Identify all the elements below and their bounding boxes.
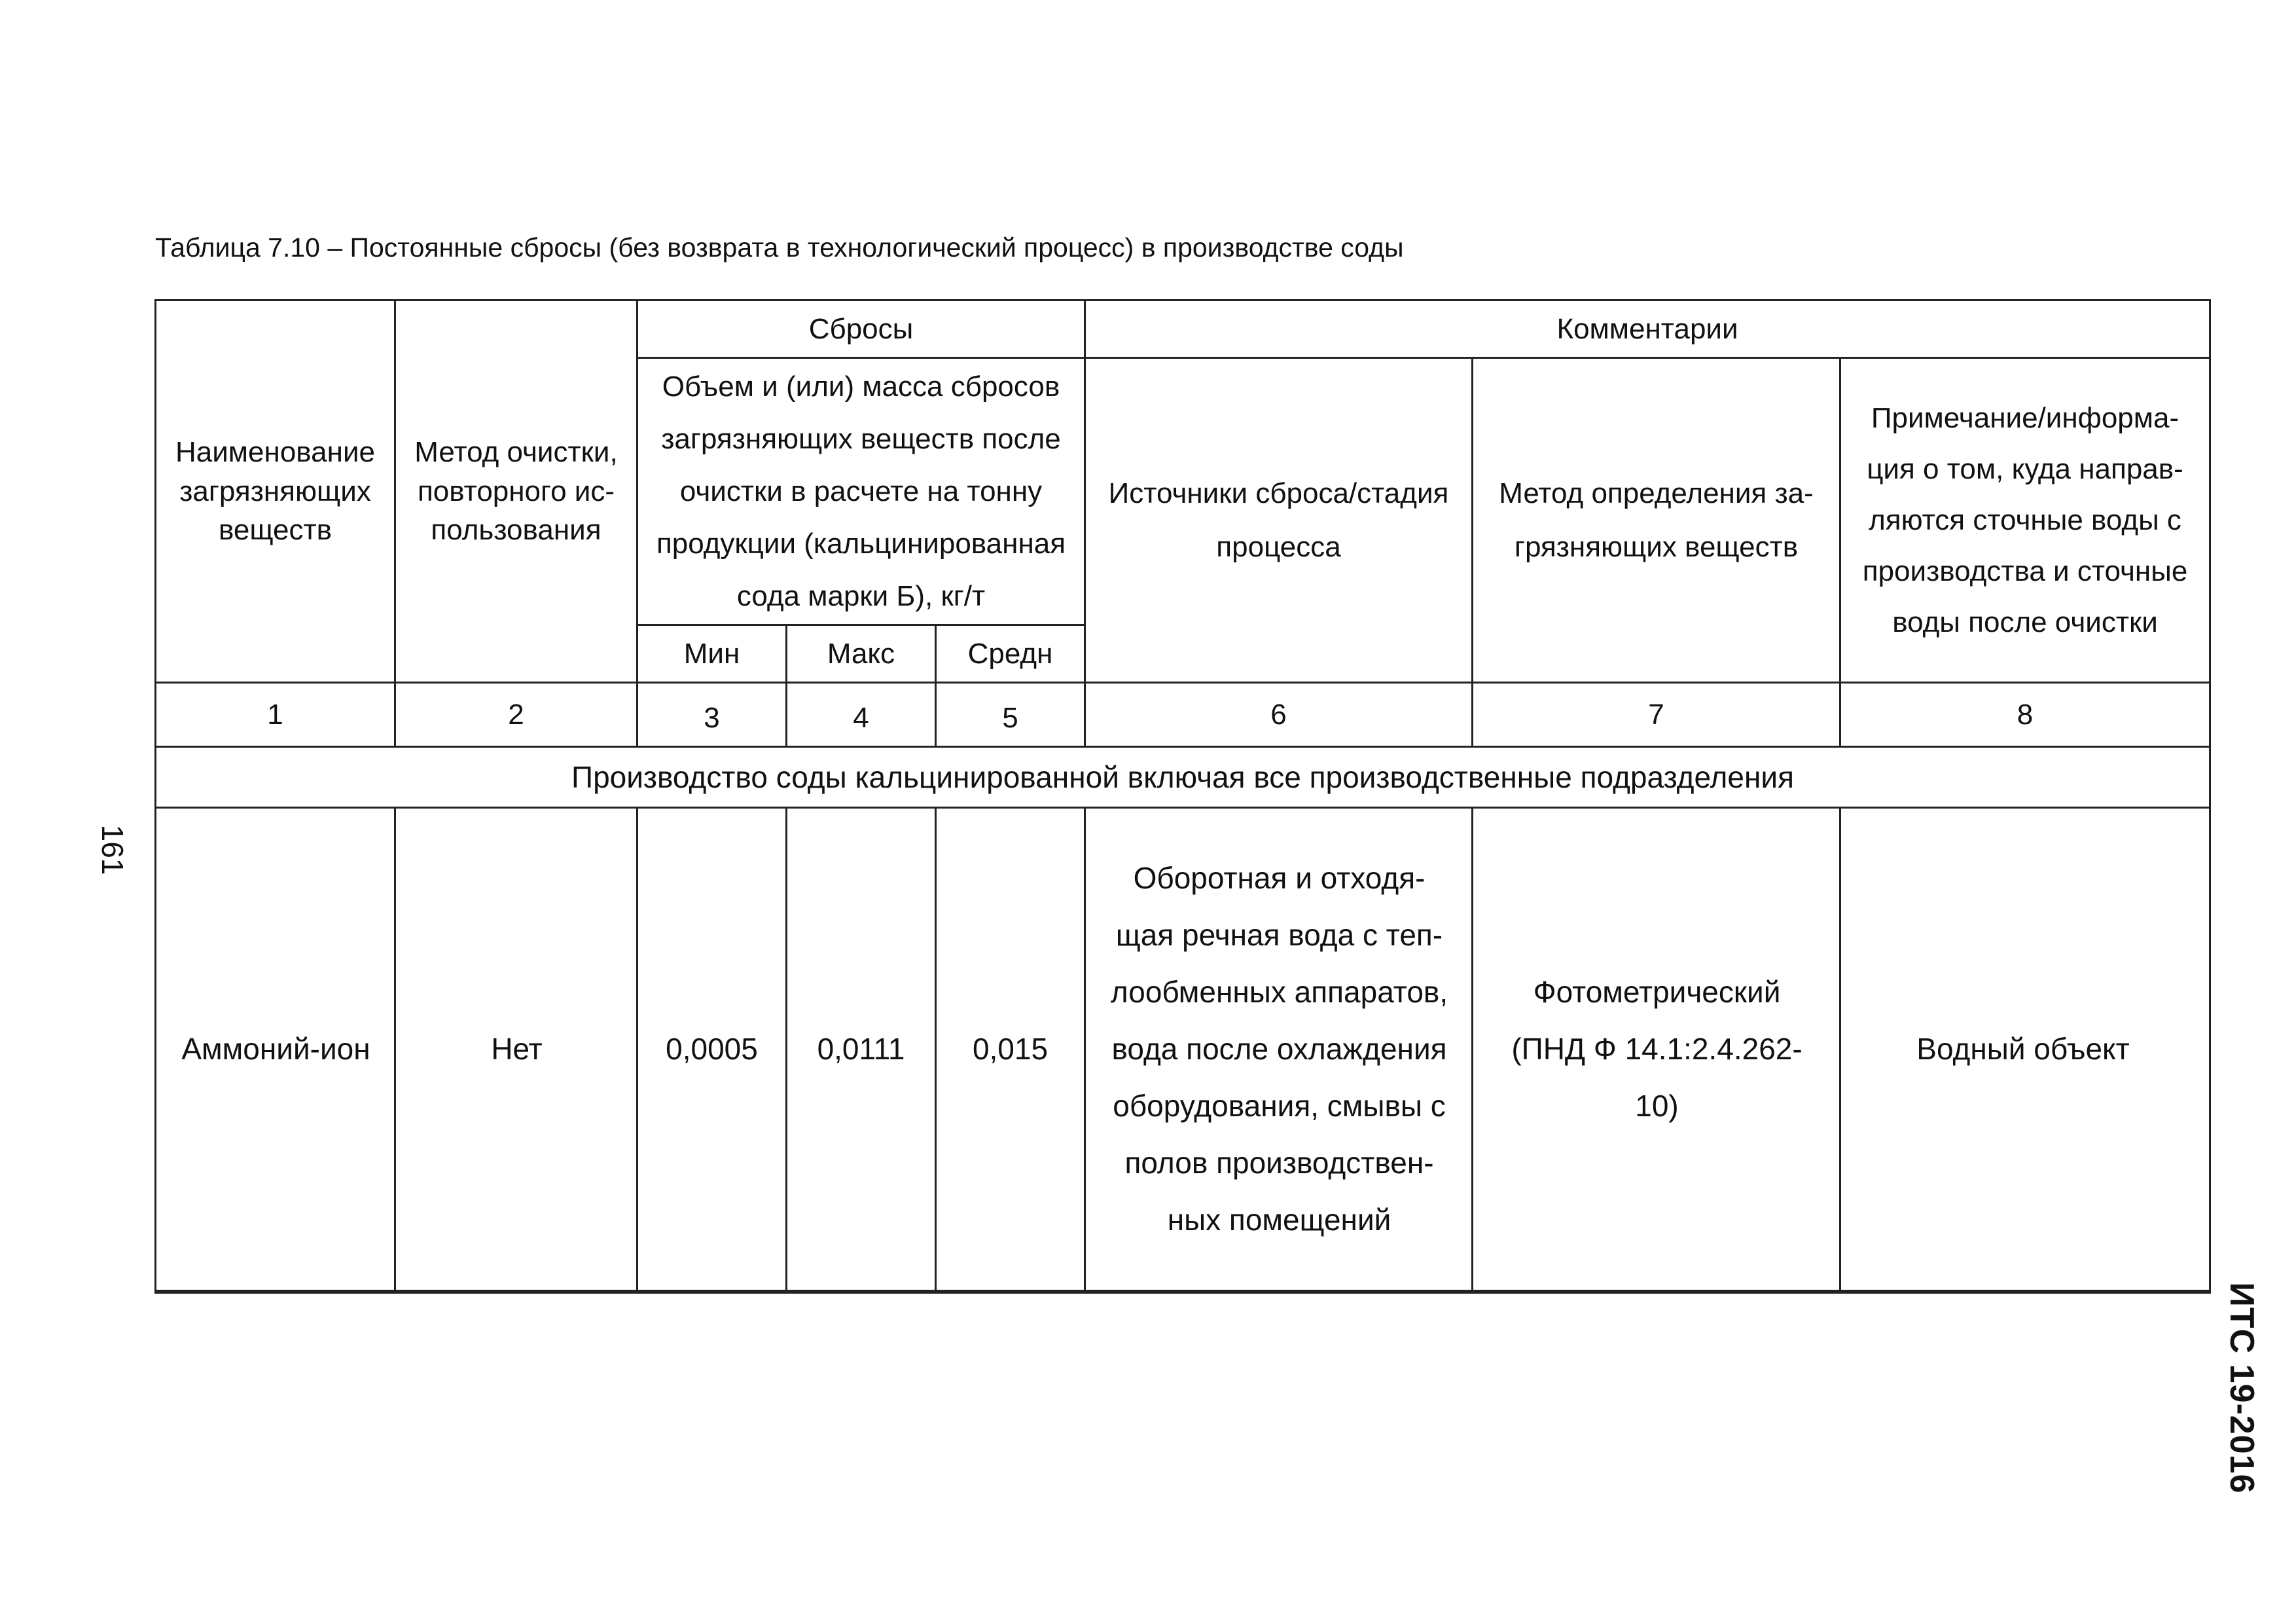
header-line: сода марки Б), кг/т — [736, 579, 986, 612]
section-row — [156, 747, 2210, 808]
header-min: Мин — [637, 625, 787, 683]
section-title: Производство соды кальцинированной включая все производственные подразделения — [156, 747, 2210, 808]
column-number: 8 — [1840, 683, 2210, 747]
header-line: загрязняющих веществ после — [661, 422, 1061, 455]
header-discharge-source — [1085, 358, 1473, 683]
cell-line: оборудования, смывы с — [1113, 1089, 1446, 1123]
header-line: пользования — [431, 514, 601, 547]
header-line: Наименование — [175, 436, 375, 469]
cell-line: Фотометрический — [1533, 975, 1781, 1009]
cell-method: Нет — [395, 808, 637, 1292]
header-determination-method — [1473, 358, 1840, 683]
discharges-table — [154, 299, 2211, 1294]
header-line: Метод очистки, — [414, 436, 618, 469]
column-number: 6 — [1085, 683, 1473, 747]
cell-line: ных помещений — [1167, 1203, 1391, 1237]
header-line: Источники сброса/стадия — [1108, 477, 1449, 509]
column-number: 5 — [936, 683, 1085, 747]
column-number: 1 — [156, 683, 395, 747]
header-line: очистки в расчете на тонну — [679, 475, 1043, 507]
page-number: 161 — [96, 824, 130, 875]
column-number: 7 — [1473, 683, 1840, 747]
header-substance-name — [156, 301, 395, 683]
header-line: продукции (кальцинированная — [656, 527, 1066, 560]
cell-line: лообменных аппаратов, — [1110, 975, 1448, 1009]
header-line: Объем и (или) масса сбросов — [662, 370, 1060, 403]
cell-line: (ПНД Ф 14.1:2.4.262- — [1511, 1032, 1803, 1066]
cell-substance: Аммоний-ион — [156, 808, 395, 1292]
header-line: веществ — [218, 514, 332, 547]
column-number: 4 — [787, 683, 936, 747]
table-caption: Таблица 7.10 – Постоянные сбросы (без возврата в технологический процесс) в производстве соды — [155, 232, 1404, 263]
cell-line: полов производствен- — [1124, 1146, 1434, 1180]
cell-line: 10) — [1635, 1089, 1679, 1123]
header-avg: Средн — [936, 625, 1085, 683]
header-discharges-group: Сбросы — [637, 301, 1085, 358]
cell-line: вода после охлаждения — [1111, 1032, 1447, 1066]
header-line: ляются сточные воды с — [1869, 503, 2181, 536]
header-max: Макс — [787, 625, 936, 683]
header-discharge-volume — [637, 358, 1085, 625]
header-line: повторного ис- — [417, 475, 615, 507]
column-number-row — [156, 683, 2210, 747]
header-note — [1840, 358, 2210, 683]
column-number: 3 — [637, 683, 787, 747]
document-code: ИТС 19-2016 — [2223, 1282, 2261, 1494]
column-number: 2 — [395, 683, 637, 747]
cell-determination — [1473, 808, 1840, 1292]
header-line: грязняющих веществ — [1514, 530, 1799, 563]
header-line: воды после очистки — [1892, 606, 2158, 638]
cell-min: 0,0005 — [637, 808, 787, 1292]
header-treatment-method — [395, 301, 637, 683]
cell-note: Водный объект — [1840, 808, 2210, 1292]
header-line: производства и сточные — [1862, 555, 2188, 587]
table-row — [156, 808, 2210, 1292]
header-line: загрязняющих — [179, 475, 371, 507]
cell-source — [1085, 808, 1473, 1292]
cell-line: щая речная вода с теп- — [1115, 918, 1443, 952]
header-comments-group: Комментарии — [1085, 301, 2210, 358]
header-line: Примечание/информа- — [1871, 401, 2179, 434]
header-line: ция о том, куда направ- — [1867, 452, 2183, 485]
cell-line: Оборотная и отходя- — [1133, 861, 1426, 895]
header-line: Метод определения за- — [1499, 477, 1814, 509]
header-line: процесса — [1216, 530, 1341, 563]
cell-max: 0,0111 — [787, 808, 936, 1292]
cell-avg: 0,015 — [936, 808, 1085, 1292]
